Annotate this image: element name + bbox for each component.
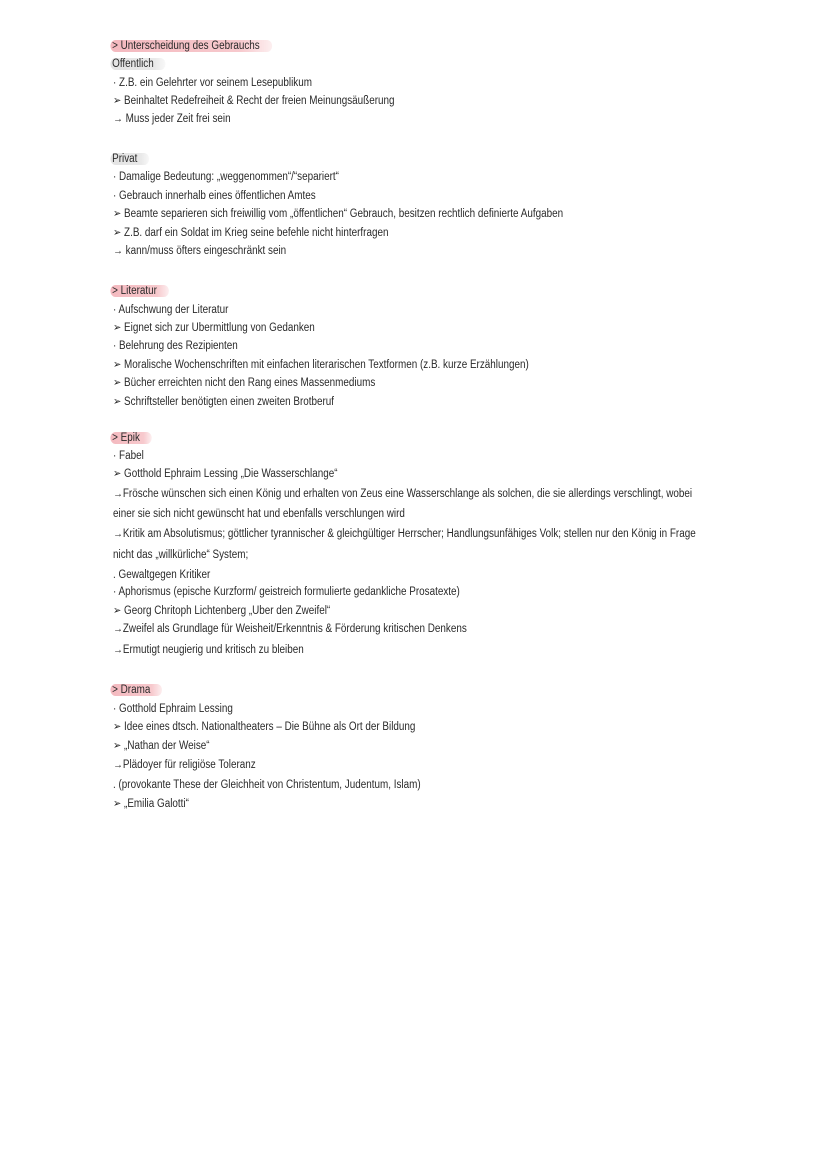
note-line: ➢ Beinhaltet Redefreiheit & Recht der freien Meinungsäußerung [113, 95, 395, 107]
note-line: →Ermutigt neugierig und kritisch zu bleiben [113, 644, 304, 656]
note-line: ➢ Schriftsteller benötigten einen zweiten Brotberuf [113, 396, 335, 408]
note-line: ➢ Idee eines dtsch. Nationaltheaters – Die Bühne als Ort der Bildung [113, 721, 416, 733]
section-heading [113, 57, 166, 71]
section-heading [113, 431, 152, 445]
section-heading [113, 284, 169, 298]
note-line: · Belehrung des Rezipienten [113, 340, 238, 352]
note-line: →Kritik am Absolutismus; göttlicher tyrannischer & gleichgültiger Herrscher; Handlungsunfähiges Volk; stellen nur den König in Frage [113, 528, 696, 540]
heading-text: > Unterscheidung des Gebrauchs [110, 40, 271, 52]
note-line: ➢ „Emilia Galotti“ [113, 798, 189, 810]
section-heading [113, 683, 162, 697]
note-line: nicht das „willkürliche“ System; [113, 549, 249, 561]
section-heading [113, 39, 272, 53]
note-line: → Muss jeder Zeit frei sein [113, 113, 231, 125]
note-line: · Z.B. ein Gelehrter vor seinem Lesepublikum [113, 77, 312, 89]
note-line: einer sie sich nicht gewünscht hat und ebenfalls verschlungen wird [113, 508, 405, 520]
note-line: ➢ Eignet sich zur Übermittlung von Gedanken [113, 322, 315, 334]
note-line: . (provokante These der Gleichheit von Christentum, Judentum, Islam) [113, 779, 421, 791]
heading-text: Privat [110, 153, 149, 165]
note-line: · Damalige Bedeutung: „weggenommen“/“separiert“ [113, 171, 339, 183]
note-line: · Aphorismus (epische Kurzform/ geistreich formulierte gedankliche Prosatexte) [113, 586, 460, 598]
note-line: ➢ Bücher erreichten nicht den Rang eines Massenmediums [113, 377, 376, 389]
note-line: ➢ Z.B. darf ein Soldat im Krieg seine befehle nicht hinterfragen [113, 227, 389, 239]
section-heading [113, 152, 149, 166]
heading-text: > Epik [110, 432, 152, 444]
note-line: . Gewaltgegen Kritiker [113, 569, 211, 581]
heading-text: > Literatur [110, 285, 169, 297]
note-line: ➢ Beamte separieren sich freiwillig vom „öffentlichen“ Gebrauch, besitzen rechtlich definierte Aufgaben [113, 208, 564, 220]
heading-text: Öffentlich [110, 58, 165, 70]
heading-text: > Drama [110, 684, 162, 696]
note-line: ➢ Georg Chritoph Lichtenberg „Über den Zweifel“ [113, 605, 331, 617]
note-line: ➢ Moralische Wochenschriften mit einfachen literarischen Textformen (z.B. kurze Erzählungen) [113, 359, 529, 371]
note-line: →Plädoyer für religiöse Toleranz [113, 759, 256, 771]
note-line: · Fabel [113, 450, 144, 462]
note-line: →Zweifel als Grundlage für Weisheit/Erkenntnis & Förderung kritischen Denkens [113, 623, 467, 635]
note-line: · Gotthold Ephraim Lessing [113, 703, 233, 715]
note-line: · Aufschwung der Literatur [113, 304, 229, 316]
note-line: →Frösche wünschen sich einen König und erhalten von Zeus eine Wasserschlange als solchen, die sie allerdings verschlingt, wobei [113, 488, 693, 500]
note-line: ➢ „Nathan der Weise“ [113, 740, 210, 752]
note-line: ➢ Gotthold Ephraim Lessing „Die Wasserschlange“ [113, 468, 338, 480]
note-line: · Gebrauch innerhalb eines öffentlichen Amtes [113, 190, 316, 202]
note-line: → kann/muss öfters eingeschränkt sein [113, 245, 287, 257]
